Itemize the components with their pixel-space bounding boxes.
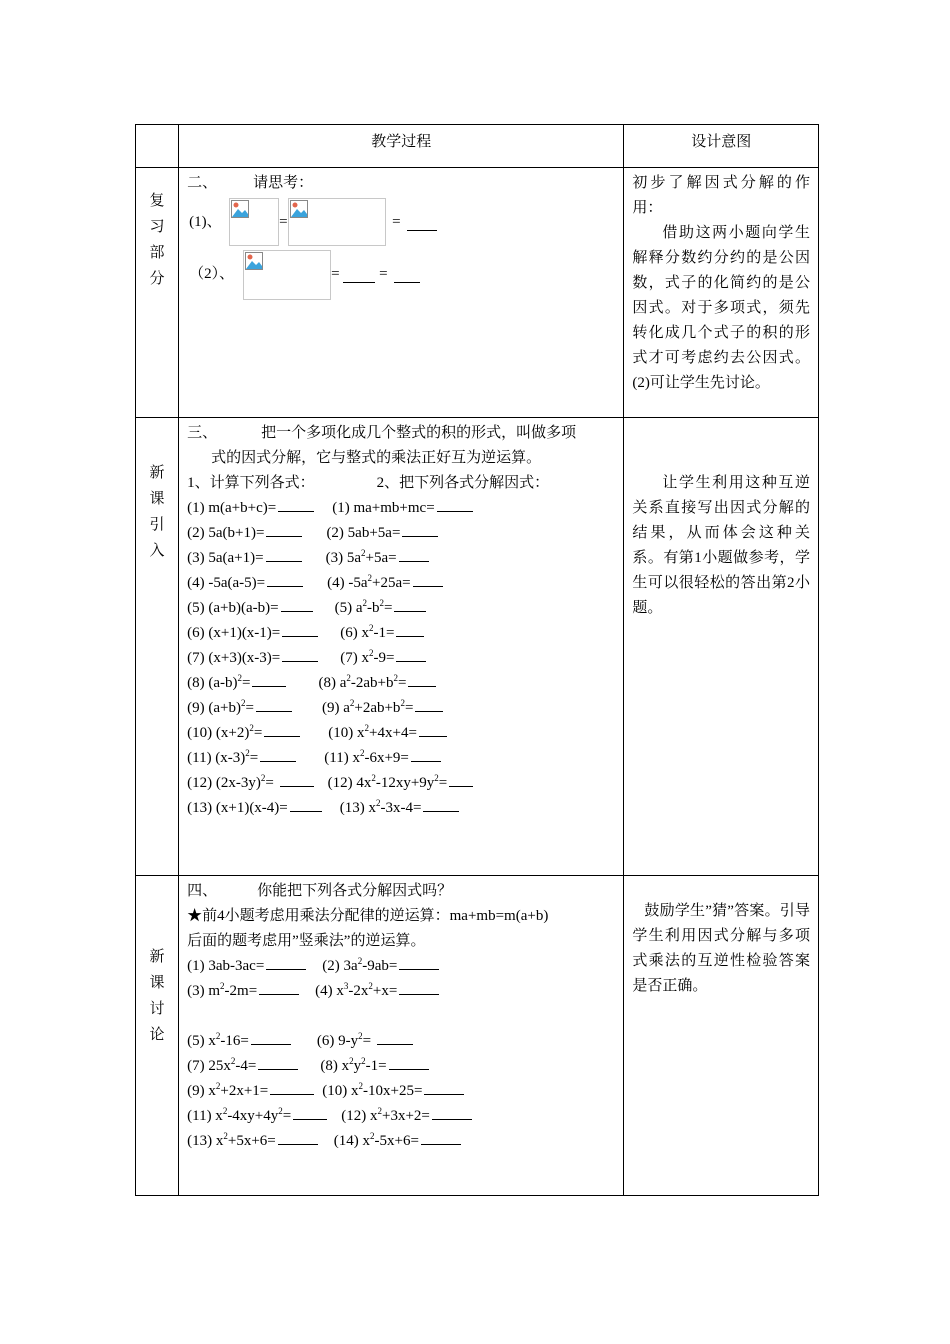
- fraction-image-2: [288, 198, 386, 246]
- header-process: 教学过程: [179, 125, 624, 168]
- fraction-image-1: [229, 198, 279, 246]
- intro-row: [136, 418, 819, 876]
- review-row: [136, 168, 819, 418]
- discussion-process: 四、 你能把下列各式分解因式吗？ ★前4小题考虑用乘法分配律的逆运算：ma+mb=m(a+b) 后面的题考虑用”竖乘法”的逆运算。 (1) 3ab-3ac= (2) $3a^2-9ab=$ (3) $m^2-2m= (4)$ $x^3-2x^2+x=$ (5) $x^2-16= (6)$ $9-y^2=$ (7) $25x^2-4= (8)$ $x^2y^2-1=$ (9) $x^2+2x+1= (10)$ $x^2-10x+25=$ (11) $x^2-4xy+4y^2= (12)$ $x^2+3x+2=$ (13) $x^2+5x+6= (14)$ $x^2-5x+6=$: [179, 876, 624, 1196]
- header-blank: [136, 125, 179, 168]
- header-row: [136, 125, 819, 168]
- broken-image-icon: [245, 252, 263, 270]
- lesson-table: [135, 124, 819, 1196]
- calc-row-8: (8) $(a-b)^2= (8)$ $a^2-2ab+b^2=$: [187, 671, 615, 696]
- calc-row-7: (7) (x+3)(x-3)= (7) $x^2-9=$: [187, 646, 615, 671]
- disc-row-1: (1) 3ab-3ac= (2) $3a^2-9ab=$: [187, 954, 615, 979]
- review-process: 二、 请思考： (1)、 = = （2）、 = =: [179, 168, 624, 418]
- disc-row-2: (3) $m^2-2m= (4)$ $x^3-2x^2+x=$: [187, 979, 615, 1004]
- answer-blank: [407, 229, 437, 231]
- header-intent: 设计意图: [624, 125, 819, 168]
- intro-process: 三、 把一个多项化成几个整式的积的形式，叫做多项 式的因式分解，它与整式的乘法正好互为逆运算。 1、计算下列各式： 2、把下列各式分解因式： (1) m(a+b+c)= (1) ma+mb+mc= (2) 5a(b+1)= (2) 5ab+5a= (3) 5a(a+1)= (3) $5a^2+5a=$ (4) -5a(a-5)= (4) $-5a^2+25a=$ (5) (a+b)(a-b)= (5) $a^2-b^2=$ (6) (x+1)(x-1)= (6) $x^2-1=$ (7) (x+3)(x-3)= (7) $x^2-9=$ (8) $(a-b)^2= (8)$ $a^2-2ab+b^2=$ (9) $(a+b)^2= (9)$ $a^2+2ab+b^2=$ (10) $(x+2)^2= (10)$ $x^2+4x+4=$ (11) $(x-3)^2= (11)$ $x^2-6x+9=$ (12) $(2x-3y)^2= (12)$ $4x^2-12xy+9y^2=$ (13) (x+1)(x-4)= (13) $x^2-3x-4=$: [179, 418, 624, 876]
- disc-row-5: (9) $x^2+2x+1= (10)$ $x^2-10x+25=$: [187, 1079, 615, 1104]
- calc-row-3: (3) 5a(a+1)= (3) $5a^2+5a=$: [187, 546, 615, 571]
- fraction-image-3: [243, 250, 331, 300]
- disc-row-4: (7) $25x^2-4= (8)$ $x^2y^2-1=$: [187, 1054, 615, 1079]
- calc-row-1: (1) m(a+b+c)= (1) ma+mb+mc=: [187, 496, 615, 521]
- disc-row-6: (11) $x^2-4xy+4y^2= (12)$ $x^2+3x+2=$: [187, 1104, 615, 1129]
- discussion-intent: 鼓励学生”猜”答案。引导学生利用因式分解与多项式乘法的互逆性检验答案是否正确。: [624, 876, 819, 1196]
- calc-row-4: (4) -5a(a-5)= (4) $-5a^2+25a=$: [187, 571, 615, 596]
- intro-label: 新 课 引 入: [136, 418, 179, 876]
- discussion-row: [136, 876, 819, 1196]
- calc-row-10: (10) $(x+2)^2= (10)$ $x^2+4x+4=$: [187, 721, 615, 746]
- answer-blank: [394, 281, 420, 283]
- disc-row-7: (13) $x^2+5x+6= (14)$ $x^2-5x+6=$: [187, 1129, 615, 1154]
- calc-row-11: (11) $(x-3)^2= (11)$ $x^2-6x+9=$: [187, 746, 615, 771]
- intro-intent: 让学生利用这种互逆关系直接写出因式分解的结果，从而体会这种关系。有第1小题做参考，学生可以很轻松的答出第2小题。: [624, 418, 819, 876]
- calc-row-12: (12) $(2x-3y)^2= (12)$ $4x^2-12xy+9y^2=$: [187, 771, 615, 796]
- calc-row-9: (9) $(a+b)^2= (9)$ $a^2+2ab+b^2=$: [187, 696, 615, 721]
- answer-blank: [343, 281, 375, 283]
- broken-image-icon: [231, 200, 249, 218]
- review-intent: 初步了解因式分解的作用： 借助这两小题向学生解释分数约分约的是公因数，式子的化简约的是公因式。对于多项式，须先转化成几个式子的积的形式才可考虑约去公因式。(2)可让学生先讨论。: [624, 168, 819, 418]
- calc-row-13: (13) (x+1)(x-4)= (13) $x^2-3x-4=$: [187, 796, 615, 821]
- disc-row-3: (5) $x^2-16= (6)$ $9-y^2=$: [187, 1029, 615, 1054]
- broken-image-icon: [290, 200, 308, 218]
- calc-row-2: (2) 5a(b+1)= (2) 5ab+5a=: [187, 521, 615, 546]
- calc-row-6: (6) (x+1)(x-1)= (6) $x^2-1=$: [187, 621, 615, 646]
- calc-row-5: (5) (a+b)(a-b)= (5) $a^2-b^2=$: [187, 596, 615, 621]
- review-label: 复 习 部 分: [136, 168, 179, 418]
- discussion-label: 新 课 讨 论: [136, 876, 179, 1196]
